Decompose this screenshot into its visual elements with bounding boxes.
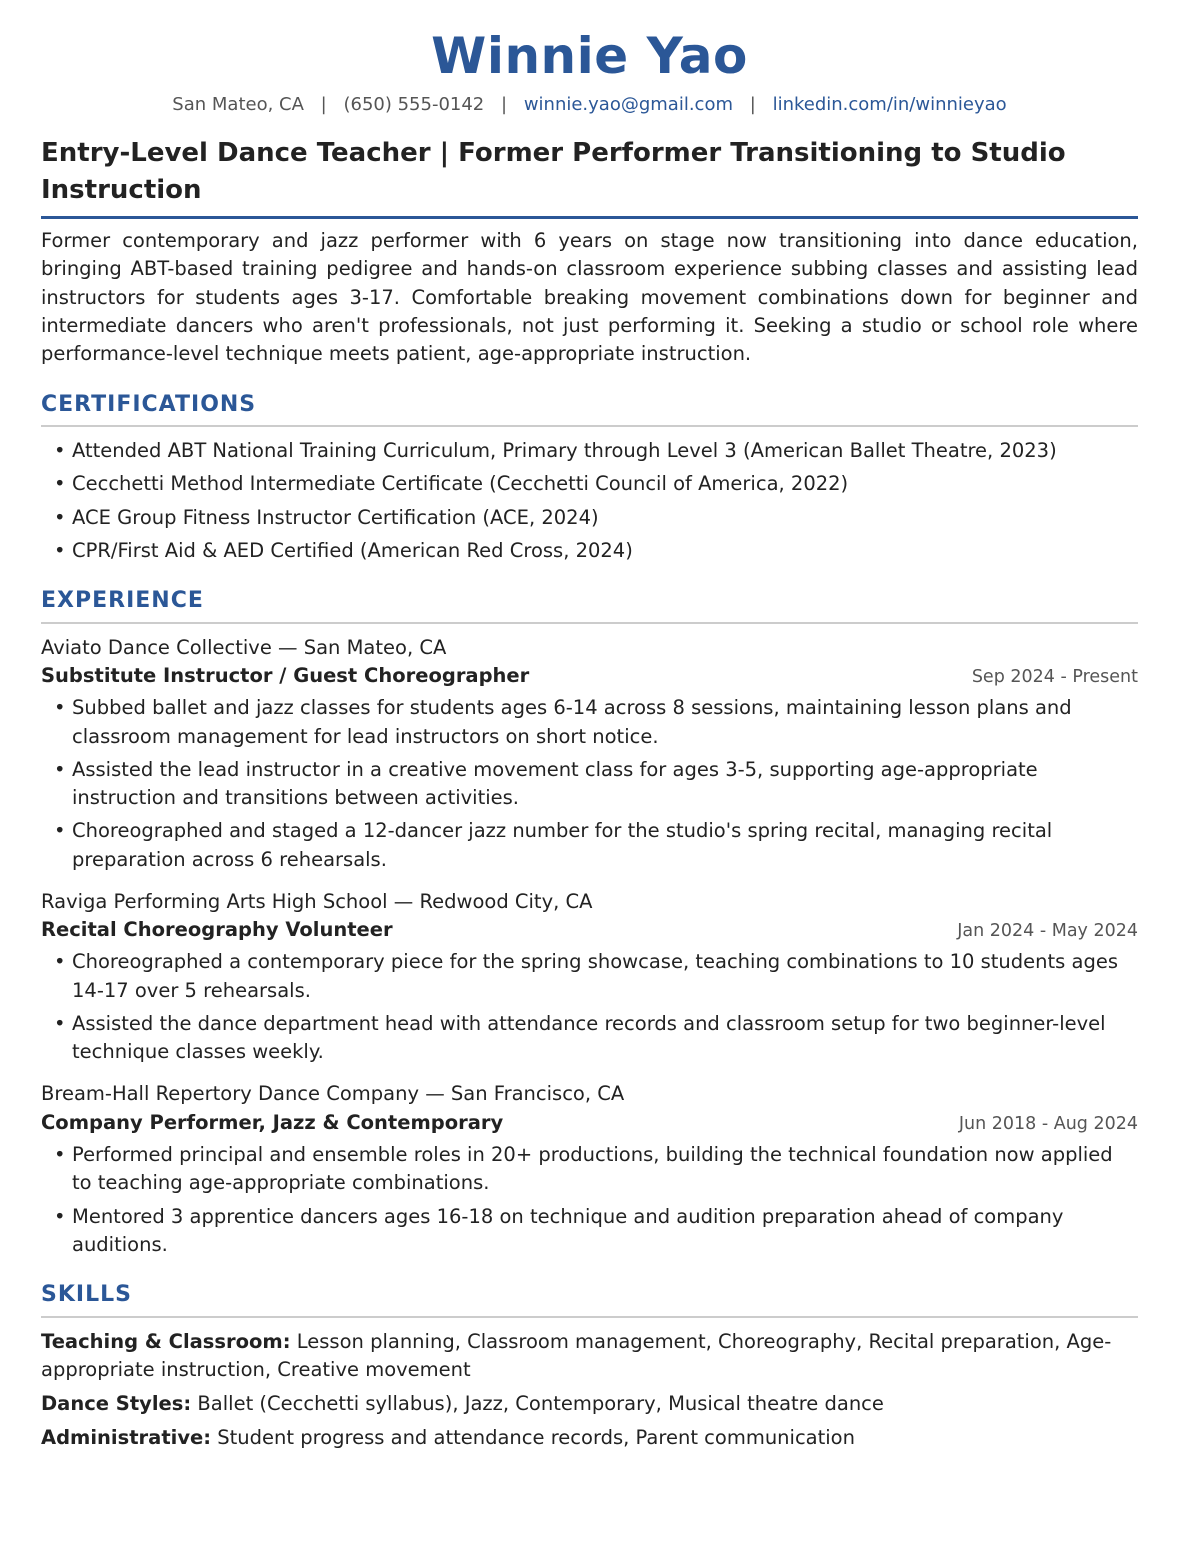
skill-value: Student progress and attendance records, Parent communication [217,1426,855,1450]
job-role-line [41,662,1138,690]
contact-location: San Mateo, CA [172,94,304,115]
contact-phone: (650) 555-0142 [343,94,485,115]
experience-heading: EXPERIENCE [41,587,1138,624]
skill-value: Ballet (Cecchetti syllabus), Jazz, Contemporary, Musical theatre dance [197,1392,884,1416]
list-item: • Subbed ballet and jazz classes for students ages 6-14 across 8 sessions, maintaining lesson plans and classroom management for lead instructors on short notice. [54,696,1072,748]
list-item: • Mentored 3 apprentice dancers ages 16-18 on technique and audition preparation ahead of company auditions. [54,1204,1064,1256]
linkedin-link[interactable]: linkedin.com/in/winnieyao [772,94,1007,115]
contact-line [41,93,1138,116]
job-bullets [41,1141,1138,1259]
skill-label: Teaching & Classroom: [41,1329,291,1353]
list-item: • Choreographed a contemporary piece for the spring showcase, teaching combinations to 10 students ages 14-17 over 5 rehearsals. [54,950,1119,1002]
list-item: • Assisted the dance department head with attendance records and classroom setup for two beginner-level technique classes weekly. [54,1011,1106,1064]
bullet-icon: • [54,696,66,720]
job-organization: Aviato Dance Collective — San Mateo, CA [41,635,447,659]
bullet-icon: • [54,505,66,529]
job-dates: Jan 2024 - May 2024 [957,921,1138,942]
bullet-icon: • [54,1204,66,1228]
skills-list [41,1328,1138,1453]
bullet-icon: • [54,757,66,781]
bullet-icon: • [54,1143,66,1166]
contact-separator: | [749,94,756,115]
list-item: • Attended ABT National Training Curriculum, Primary through Level 3 (American Ballet Theatre, 2023) [41,437,1138,465]
summary-paragraph: Former contemporary and jazz performer with 6 years on stage now transitioning into dance education, bringing ABT-based training pedigree and hands-on classroom experience subbing classes and assisting lead instructors for students ages 3-17. Comfortable breaking movement combinations down for beginner and intermediate dancers who aren't professionals, not just performing it. Seeking a studio or school role where performance-level technique meets patient, age-appropriate instruction. [41,229,1138,366]
list-item: • ACE Group Fitness Instructor Certification (ACE, 2024) [41,504,1138,532]
list-item: • Assisted the lead instructor in a creative movement class for ages 3-5, supporting age-appropriate instruction and transitions between activities. [54,757,1038,810]
certifications-heading: CERTIFICATIONS [41,391,1138,428]
skills-heading: SKILLS [41,1281,1138,1318]
job-entry [41,888,1138,1067]
job-entry [41,1080,1138,1259]
bullet-icon: • [54,439,66,463]
bullet-icon: • [54,950,66,974]
email-link[interactable]: winnie.yao@gmail.com [523,94,734,115]
contact-separator: | [320,94,327,115]
job-dates: Jun 2018 - Aug 2024 [958,1113,1138,1134]
skill-value: Lesson planning, Classroom management, Choreography, Recital preparation, Age-appropriate instruction, Creative movement [41,1329,1112,1381]
job-dates: Sep 2024 - Present [971,667,1138,688]
bullet-icon: • [54,819,66,843]
job-organization: Raviga Performing Arts High School — Redwood City, CA [41,889,593,913]
job-role: Substitute Instructor / Guest Choreographer [41,664,530,688]
job-role-line [41,916,1138,944]
job-bullets [41,948,1138,1066]
bullet-icon: • [54,1011,66,1035]
list-item: • Cecchetti Method Intermediate Certificate (Cecchetti Council of America, 2022) [41,470,1138,498]
job-role: Recital Choreography Volunteer [41,918,393,942]
job-entry [41,634,1138,874]
job-organization: Bream-Hall Repertory Dance Company — San Francisco, CA [41,1082,625,1106]
bullet-icon: • [54,538,66,562]
skill-row [41,1424,1138,1452]
bullet-icon: • [54,472,66,496]
job-bullets [41,694,1138,874]
certifications-list [41,437,1138,565]
list-item: • Choreographed and staged a 12-dancer jazz number for the studio's spring recital, managing recital preparation across 6 rehearsals. [54,819,1053,871]
skill-row [41,1328,1138,1385]
job-role: Company Performer, Jazz & Contemporary [41,1110,504,1134]
list-item: • CPR/First Aid & AED Certified (American Red Cross, 2024) [41,537,1138,565]
skill-label: Administrative: [41,1426,212,1450]
candidate-name: Winnie Yao [431,27,748,85]
headline: Entry-Level Dance Teacher | Former Performer Transitioning to Studio Instruction [41,135,1138,219]
skill-label: Dance Styles: [41,1392,192,1416]
skill-row [41,1390,1138,1418]
contact-separator: | [501,94,508,115]
list-item: • Performed principal and ensemble roles in 20+ productions, building the technical foundation now applied to teaching age-appropriate combinations. [54,1143,1113,1195]
job-role-line [41,1109,1138,1137]
